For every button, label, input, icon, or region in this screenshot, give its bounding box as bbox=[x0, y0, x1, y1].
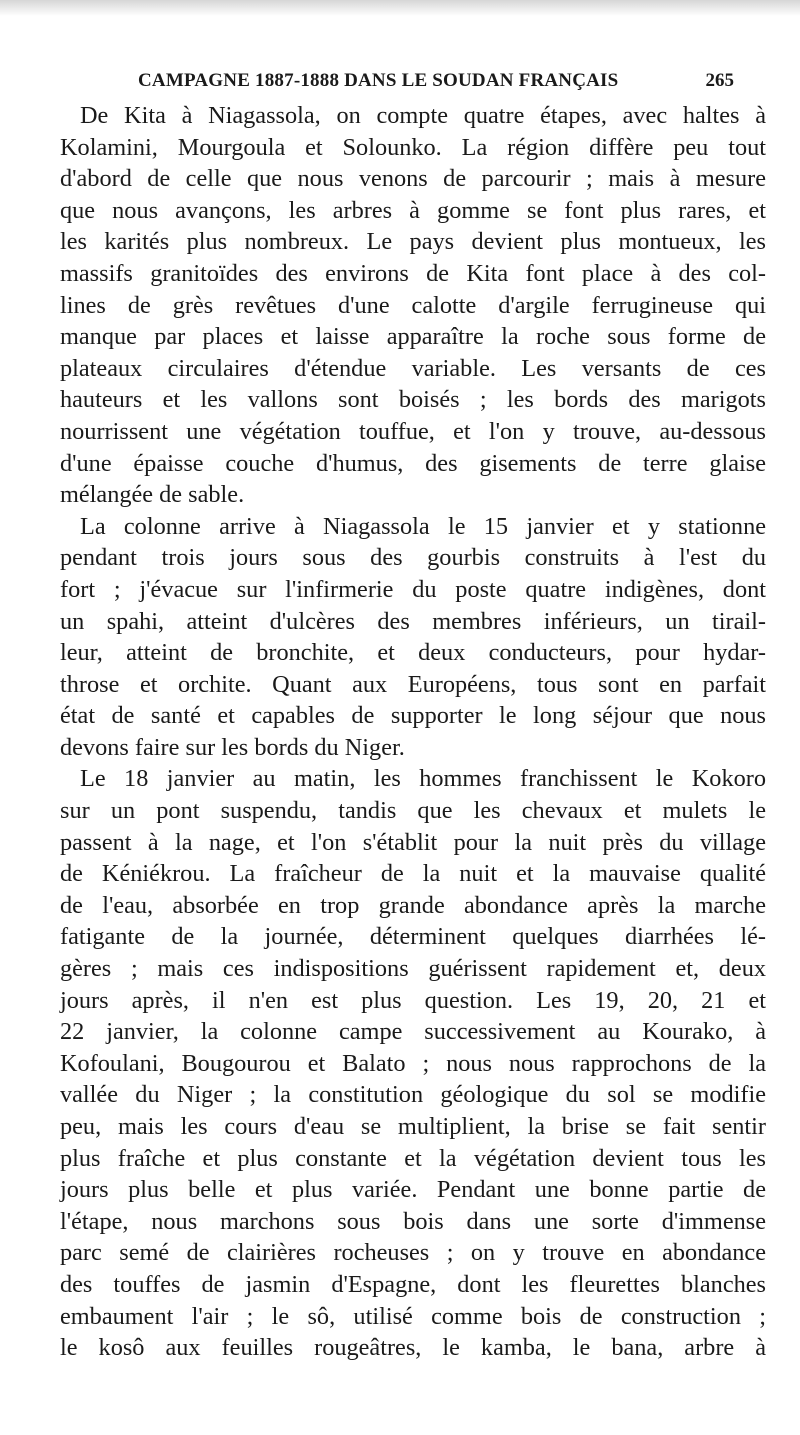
running-title: CAMPAGNE 1887-1888 DANS LE SOUDAN FRANÇAIS bbox=[138, 70, 619, 91]
text-line: Kolamini, Mourgoula et Solounko. La région diffère peu tout bbox=[60, 133, 766, 161]
text-line: jours plus belle et plus variée. Pendant une bonne partie de bbox=[60, 1176, 766, 1204]
text-line: mélangée de sable. bbox=[60, 481, 245, 509]
text-line: que nous avançons, les arbres à gomme se font plus rares, et bbox=[60, 196, 766, 224]
text-line: sur un pont suspendu, tandis que les chevaux et mulets le bbox=[60, 797, 766, 825]
text-line: état de santé et capables de supporter le long séjour que nous bbox=[60, 702, 766, 730]
text-line: les karités plus nombreux. Le pays devient plus montueux, les bbox=[60, 228, 766, 256]
text-line: plateaux circulaires d'étendue variable. Les versants de ces bbox=[60, 354, 766, 382]
text-line: passent à la nage, et l'on s'établit pour la nuit près du village bbox=[60, 828, 766, 856]
text-line: nourrissent une végétation touffue, et l'on y trouve, au-dessous bbox=[60, 417, 766, 445]
text-line: throse et orchite. Quant aux Européens, tous sont en parfait bbox=[60, 670, 766, 698]
text-line: pendant trois jours sous des gourbis construits à l'est du bbox=[60, 544, 766, 572]
text-line: devons faire sur les bords du Niger. bbox=[60, 733, 405, 761]
text-line: peu, mais les cours d'eau se multiplient, la brise se fait sentir bbox=[60, 1113, 766, 1140]
text-line: jours après, il n'en est plus question. Les 19, 20, 21 et bbox=[60, 986, 766, 1014]
text-line: embaument l'air ; le sô, utilisé comme bois de construction ; bbox=[60, 1302, 766, 1330]
text-line: hauteurs et les vallons sont boisés ; les bords des marigots bbox=[60, 386, 766, 414]
text-line: un spahi, atteint d'ulcères des membres inférieurs, un tirail- bbox=[60, 607, 766, 635]
text-line: 22 janvier, la colonne campe successivement au Kourako, à bbox=[60, 1018, 766, 1046]
text-line: d'abord de celle que nous venons de parcourir ; mais à mesure bbox=[60, 165, 766, 193]
text-line: de l'eau, absorbée en trop grande abondance après la marche bbox=[60, 891, 766, 919]
page-number: 265 bbox=[705, 70, 734, 91]
text-line: lines de grès revêtues d'une calotte d'argile ferrugineuse qui bbox=[60, 291, 766, 319]
text-line: De Kita à Niagassola, on compte quatre étapes, avec haltes à bbox=[80, 102, 766, 129]
text-line: d'une épaisse couche d'humus, des gisements de terre glaise bbox=[60, 449, 766, 477]
text-line: La colonne arrive à Niagassola le 15 janvier et y stationne bbox=[80, 512, 766, 540]
text-line: plus fraîche et plus constante et la végétation devient tous les bbox=[60, 1144, 766, 1172]
text-line: Kofoulani, Bougourou et Balato ; nous nous rapprochons de la bbox=[60, 1049, 766, 1077]
text-line: des touffes de jasmin d'Espagne, dont les fleurettes blanches bbox=[60, 1270, 766, 1298]
body-text bbox=[60, 100, 766, 1364]
scan-top-edge bbox=[0, 0, 800, 16]
text-line: parc semé de clairières rocheuses ; on y trouve en abondance bbox=[60, 1239, 766, 1267]
text-line: fatigante de la journée, déterminent quelques diarrhées lé- bbox=[60, 923, 766, 951]
text-line: vallée du Niger ; la constitution géologique du sol se modifie bbox=[60, 1081, 766, 1109]
page-header bbox=[138, 70, 734, 100]
text-line: massifs granitoïdes des environs de Kita font place à des col- bbox=[60, 259, 766, 287]
text-line: l'étape, nous marchons sous bois dans une sorte d'immense bbox=[60, 1207, 766, 1235]
text-line: manque par places et laisse apparaître la roche sous forme de bbox=[60, 323, 766, 351]
text-line: leur, atteint de bronchite, et deux conducteurs, pour hydar- bbox=[60, 639, 766, 667]
text-line: gères ; mais ces indispositions guérissent rapidement et, deux bbox=[60, 955, 766, 983]
text-line: Le 18 janvier au matin, les hommes franchissent le Kokoro bbox=[80, 765, 766, 793]
text-line: de Kéniékrou. La fraîcheur de la nuit et la mauvaise qualité bbox=[60, 860, 766, 888]
text-line: le kosô aux feuilles rougeâtres, le kamba, le bana, arbre à bbox=[60, 1334, 766, 1362]
text-line: fort ; j'évacue sur l'infirmerie du poste quatre indigènes, dont bbox=[60, 575, 766, 603]
